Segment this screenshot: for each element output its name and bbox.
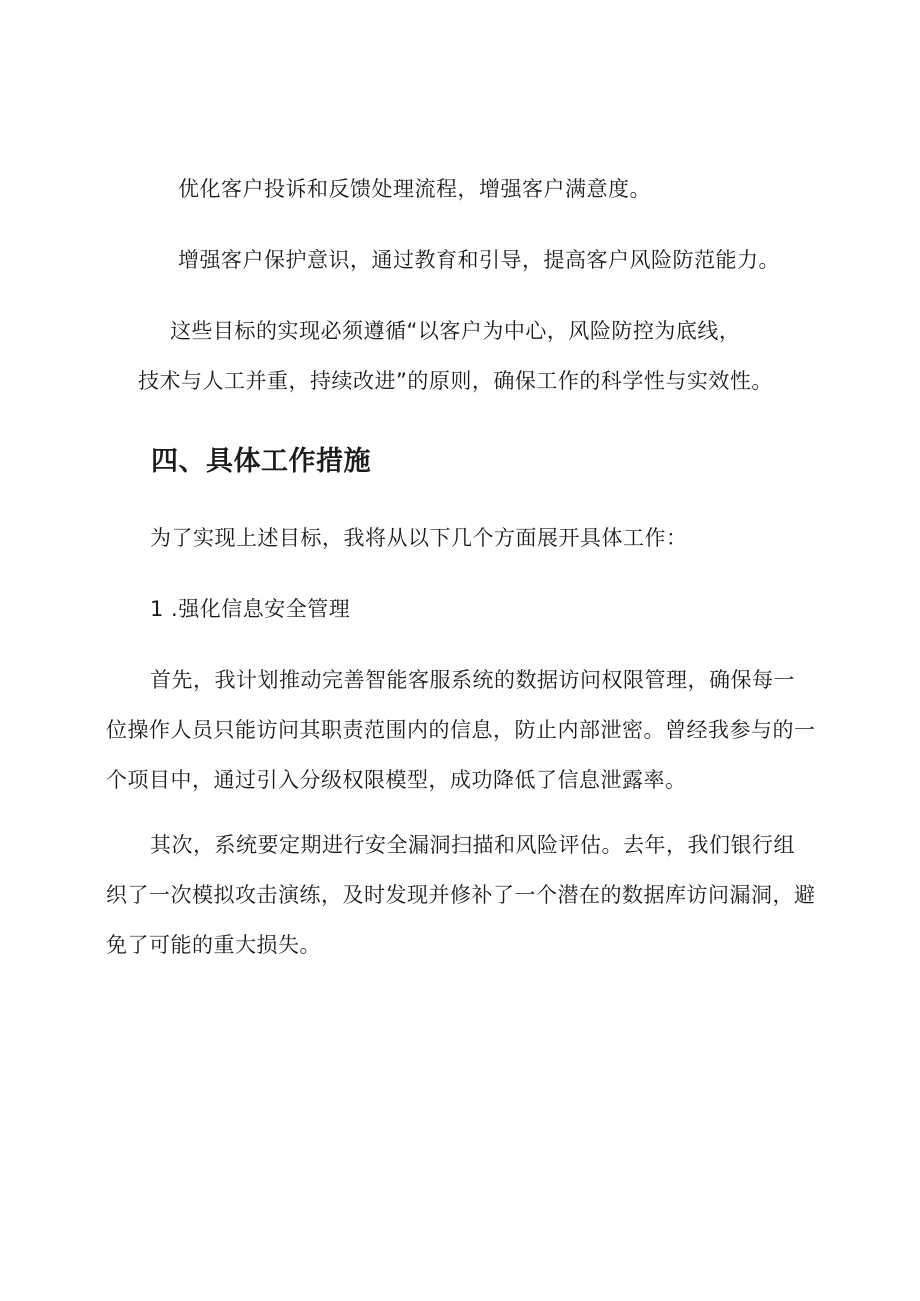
second-paragraph-line-1: 其次，系统要定期进行安全漏洞扫描和风险评估。去年，我们银行组 — [150, 833, 795, 857]
goal-paragraph-1: 优化客户投诉和反馈处理流程，增强客户满意度。 — [178, 177, 651, 201]
subheading: 1 .强化信息安全管理 — [150, 597, 351, 621]
principle-paragraph-line-1: 这些目标的实现必须遵循“以客户为中心，风险防控为底线， — [170, 319, 741, 343]
first-paragraph-line-3: 个项目中，通过引入分级权限模型，成功降低了信息泄露率。 — [106, 768, 687, 792]
section-heading: 四、具体工作措施 — [151, 446, 371, 477]
first-paragraph-line-2: 位操作人员只能访问其职责范围内的信息，防止内部泄密。曾经我参与的一 — [106, 718, 816, 742]
second-paragraph-line-2: 织了一次模拟攻击演练，及时发现并修补了一个潜在的数据库访问漏洞，避 — [106, 883, 816, 907]
second-paragraph-line-3: 免了可能的重大损失。 — [106, 933, 321, 957]
principle-paragraph-line-2: 技术与人工并重，持续改进”的原则，确保工作的科学性与实效性。 — [138, 369, 773, 393]
intro-paragraph: 为了实现上述目标，我将从以下几个方面展开具体工作： — [150, 526, 688, 550]
first-paragraph-line-1: 首先，我计划推动完善智能客服系统的数据访问权限管理，确保每一 — [150, 668, 795, 692]
goal-paragraph-2: 增强客户保护意识，通过教育和引导，提高客户风险防范能力。 — [178, 248, 780, 272]
